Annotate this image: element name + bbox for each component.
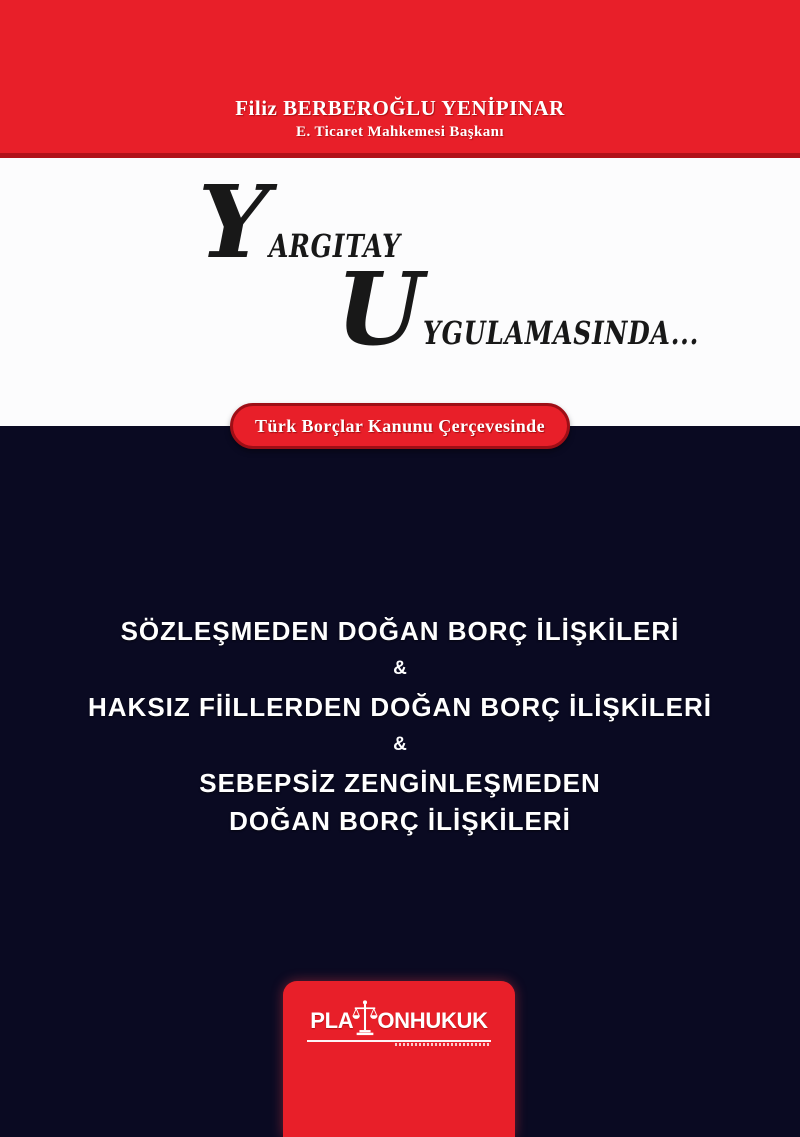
author-name: Filiz BERBEROĞLU YENİPINAR (235, 96, 565, 120)
ampersand-separator: & (393, 658, 407, 679)
main-title-line: SEBEPSİZ ZENGİNLEŞMEDEN (199, 768, 601, 798)
main-title-line: DOĞAN BORÇ İLİŞKİLERİ (229, 806, 571, 836)
publisher-logo-box (283, 981, 515, 1137)
logo-text-prefix: PLA (310, 1008, 354, 1033)
script-title-band (0, 158, 800, 426)
top-red-band (0, 0, 800, 158)
logo-underline-wrap (307, 1040, 491, 1046)
publisher-logo (283, 998, 515, 1038)
subtitle-badge: Türk Borçlar Kanunu Çerçevesinde (230, 403, 570, 449)
script-initial-y: Y (198, 163, 270, 281)
script-rest-argitay: ARGITAY (269, 227, 402, 265)
main-title-line: HAKSIZ FİİLLERDEN DOĞAN BORÇ İLİŞKİLERİ (88, 692, 712, 722)
script-title-word-2 (336, 250, 777, 368)
main-title-block (0, 612, 800, 840)
main-title-line: SÖZLEŞMEDEN DOĞAN BORÇ İLİŞKİLERİ (120, 616, 680, 646)
script-initial-u: U (336, 250, 424, 368)
logo-text-suffix: ONHUKUK (377, 1008, 488, 1033)
logo-underline (307, 1040, 491, 1042)
scales-of-justice-icon (352, 998, 378, 1038)
ampersand-separator: & (393, 734, 407, 755)
logo-micro-tagline (395, 1043, 491, 1046)
author-block (0, 96, 800, 141)
navy-body (0, 426, 800, 1137)
script-rest-uygulamasinda: YGULAMASINDA... (423, 314, 700, 352)
author-role: E. Ticaret Mahkemesi Başkanı (296, 124, 504, 140)
